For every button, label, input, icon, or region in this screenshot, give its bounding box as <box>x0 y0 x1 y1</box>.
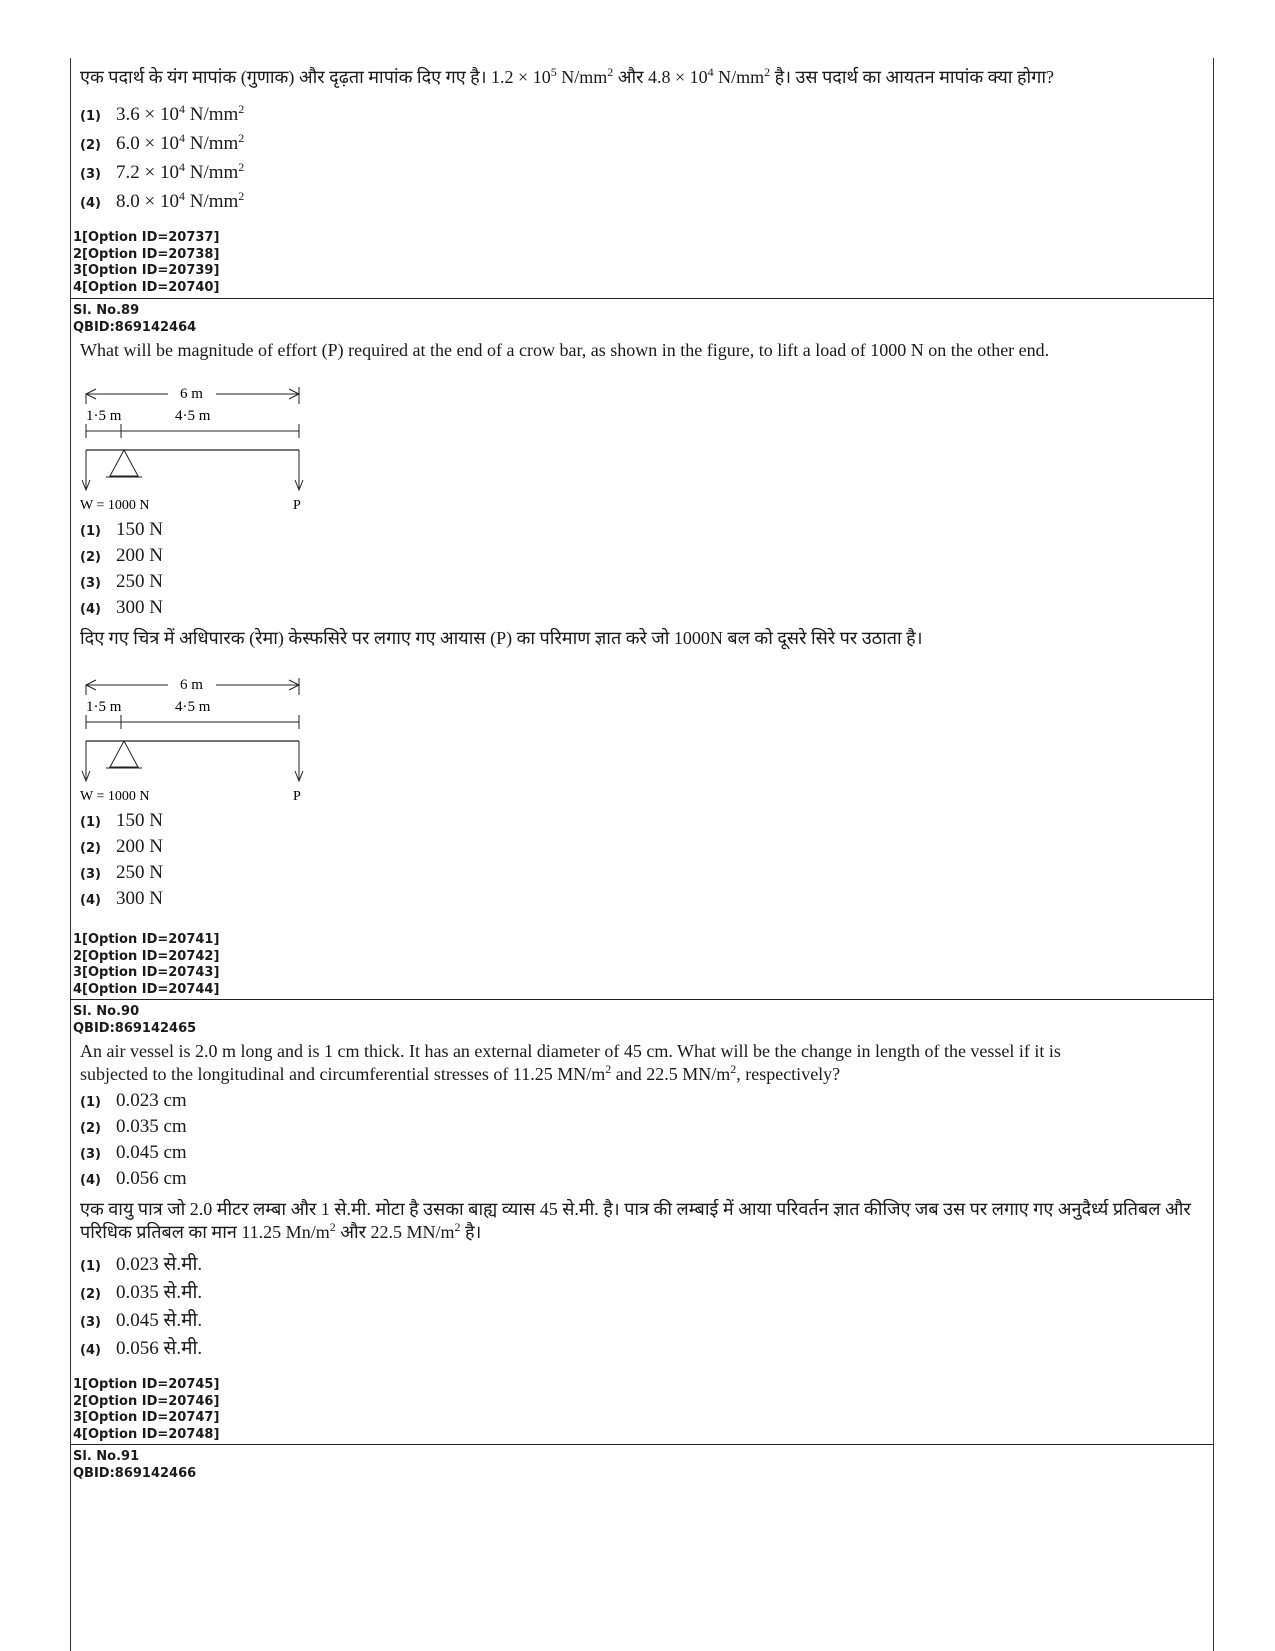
dimension-total: 6 m <box>180 386 203 402</box>
q88-option-2: (2) $6.0 \times 10^4$ $N/mm^2$ <box>80 131 245 154</box>
q88-option-ids <box>73 230 219 296</box>
load-label: W = 1000 N <box>80 789 150 801</box>
qbid: QBID:869142466 <box>73 1465 197 1481</box>
question-line: एक वायु पात्र जो 2.0 मीटर लम्बा और 1 से.मी. मोटा है उसका बाह्य व्यास 45 से.मी. है। पात्र की लम्बाई में आया परिवर्तन ज्ञात कीजिए जब उस पर लगाए गए अनुदैर्ध्य प्रतिबल और <box>80 1199 1191 1219</box>
q90-en-option-3: (3) 0.045 cm <box>80 1142 187 1163</box>
q91-header <box>73 1449 196 1482</box>
option-id-line: 4[Option ID=20744] <box>73 981 220 997</box>
crowbar-diagram-hindi <box>80 671 320 801</box>
effort-label: P <box>293 789 301 801</box>
dimension-right: 4·5 m <box>175 408 211 424</box>
q90-en-option-4: (4) 0.056 cm <box>80 1168 187 1189</box>
q90-hi-option-3: (3) 0.045 से.मी. <box>80 1310 203 1331</box>
qbid: QBID:869142464 <box>73 319 197 335</box>
serial-number: Sl. No.89 <box>73 303 140 318</box>
question-line: subjected to the longitudinal and circumferential stresses of 11.25 $MN/m^2$ and 22.5 $MN/m^2$, respectively? <box>80 1062 841 1084</box>
option-id-line: 1[Option ID=20741] <box>73 932 220 947</box>
option-id-line: 1[Option ID=20745] <box>73 1377 220 1392</box>
crowbar-diagram-english <box>80 380 320 510</box>
q89-hi-option-4: (4) 300 N <box>80 888 163 909</box>
q90-option-ids <box>73 1377 219 1443</box>
option-id-line: 2[Option ID=20746] <box>73 1393 220 1409</box>
option-id-line: 2[Option ID=20738] <box>73 246 220 262</box>
q89-en-option-4: (4) 300 N <box>80 597 163 618</box>
section-divider <box>70 298 1213 299</box>
q90-question-hindi <box>80 1198 1200 1244</box>
option-id-line: 2[Option ID=20742] <box>73 948 220 964</box>
qbid: QBID:869142465 <box>73 1020 197 1036</box>
q90-hi-option-4: (4) 0.056 से.मी. <box>80 1338 203 1359</box>
page-frame <box>70 58 1214 1651</box>
option-id-line: 1[Option ID=20737] <box>73 230 220 245</box>
q90-question-english <box>80 1040 1200 1086</box>
section-divider <box>70 1444 1213 1445</box>
q90-hi-option-2: (2) 0.035 से.मी. <box>80 1282 203 1303</box>
q89-question-hindi: दिए गए चित्र में अधिपारक (रेमा) केस्फसिरे पर लगाए गए आयास (P) का परिमाण ज्ञात करे जो 1000N बल को दूसरे सिरे पर उठाता है। <box>80 628 923 648</box>
option-id-line: 3[Option ID=20747] <box>73 1410 220 1425</box>
section-divider <box>70 999 1213 1000</box>
effort-label: P <box>293 498 301 510</box>
q89-en-option-1: (1) 150 N <box>80 519 163 540</box>
q90-header <box>73 1004 196 1037</box>
option-id-line: 3[Option ID=20739] <box>73 263 220 278</box>
q88-option-4: (4) $8.0 \times 10^4$ $N/mm^2$ <box>80 189 245 212</box>
option-id-line: 3[Option ID=20743] <box>73 965 220 980</box>
serial-number: Sl. No.91 <box>73 1449 140 1464</box>
question-line: An air vessel is 2.0 m long and is 1 cm thick. It has an external diameter of 45 cm. What will be the change in length of the vessel if it is <box>80 1041 1061 1061</box>
q90-en-option-2: (2) 0.035 cm <box>80 1116 187 1137</box>
q90-en-option-1: (1) 0.023 cm <box>80 1090 187 1111</box>
q89-hi-option-2: (2) 200 N <box>80 836 163 857</box>
dimension-right: 4·5 m <box>175 699 211 715</box>
dimension-left: 1·5 m <box>86 408 122 424</box>
option-id-line: 4[Option ID=20740] <box>73 279 220 295</box>
q88-option-3: (3) $7.2 \times 10^4$ $N/mm^2$ <box>80 160 245 183</box>
q89-en-option-3: (3) 250 N <box>80 571 163 592</box>
dimension-total: 6 m <box>180 677 203 693</box>
q89-header <box>73 303 196 336</box>
q88-question-hindi: एक पदार्थ के यंग मापांक (गुणाक) और दृढ़ता मापांक दिए गए है। $1.2 \times 10^5$ $N/mm^2$ और $4.8 \times 10^4$ $N/mm^2$ है। उस पदार्थ का आयतन मापांक क्या होगा? <box>80 65 1054 87</box>
load-label: W = 1000 N <box>80 498 150 510</box>
q89-hi-option-3: (3) 250 N <box>80 862 163 883</box>
q88-option-1: (1) $3.6 \times 10^4$ $N/mm^2$ <box>80 102 245 125</box>
q89-option-ids <box>73 932 219 998</box>
q90-hi-option-1: (1) 0.023 से.मी. <box>80 1254 203 1275</box>
question-line: परिधिक प्रतिबल का मान 11.25 $Mn/m^2$ और 22.5 $MN/m^2$ है। <box>80 1220 482 1242</box>
option-id-line: 4[Option ID=20748] <box>73 1426 220 1442</box>
q89-question-english: What will be magnitude of effort (P) required at the end of a crow bar, as shown in the figure, to lift a load of 1000 N on the other end. <box>80 340 1050 360</box>
q89-hi-option-1: (1) 150 N <box>80 810 163 831</box>
dimension-left: 1·5 m <box>86 699 122 715</box>
q89-en-option-2: (2) 200 N <box>80 545 163 566</box>
serial-number: Sl. No.90 <box>73 1004 140 1019</box>
